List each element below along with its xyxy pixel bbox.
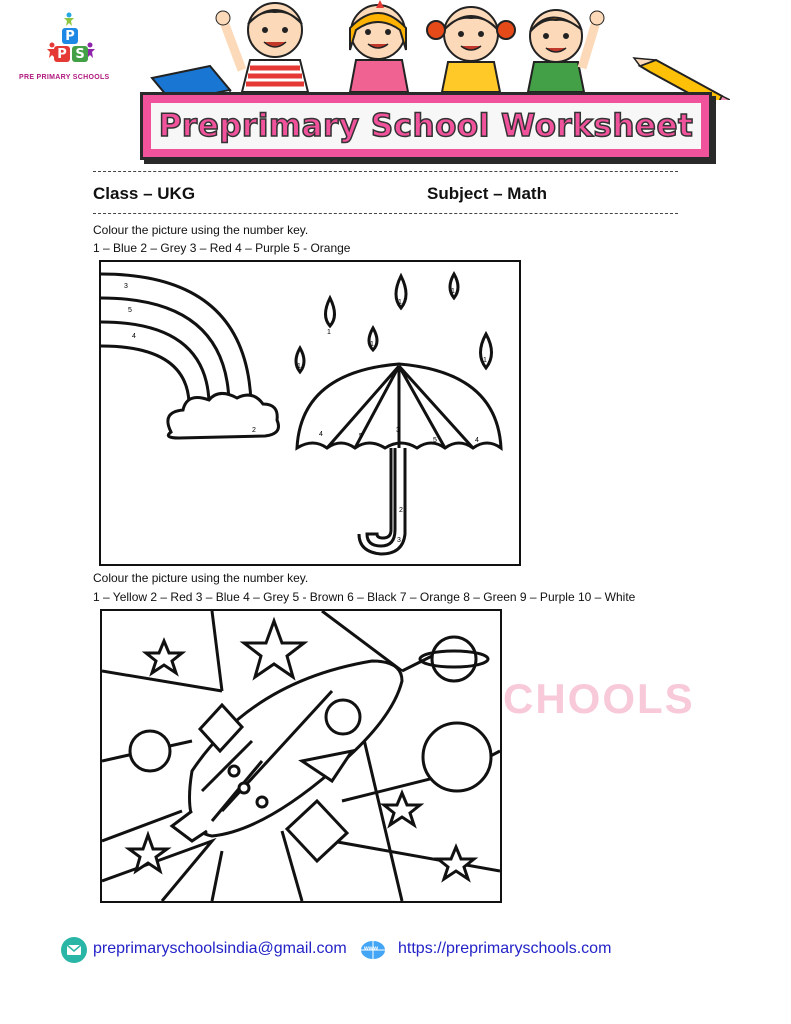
umbrella-number: 5 bbox=[433, 437, 437, 444]
rocket-shape bbox=[172, 661, 402, 861]
umbrella-number: 4 bbox=[475, 437, 479, 444]
rainbow-number: 5 bbox=[128, 307, 132, 314]
www-label: www bbox=[364, 946, 379, 952]
umbrella-number: 5 bbox=[359, 433, 363, 440]
logo-name: PRE PRIMARY SCHOOLS bbox=[19, 74, 110, 81]
divider bbox=[93, 213, 678, 214]
worksheet-title: Preprimary School Worksheet bbox=[158, 108, 694, 144]
umbrella-shape bbox=[297, 364, 501, 554]
umbrella-number: 3 bbox=[397, 537, 401, 544]
rainbow-number: 4 bbox=[132, 333, 136, 340]
drop-number: 1 bbox=[370, 341, 374, 348]
rainbow-umbrella-picture bbox=[99, 260, 521, 566]
space-picture bbox=[100, 609, 502, 903]
divider bbox=[93, 171, 678, 172]
subject-label: Subject – Math bbox=[427, 184, 547, 203]
girl-red-hair-figure bbox=[427, 7, 515, 92]
drop-number: 1 bbox=[398, 299, 402, 306]
kids-illustration bbox=[150, 0, 730, 100]
email-icon bbox=[60, 936, 88, 964]
logo-letter: P bbox=[54, 46, 70, 62]
boy-blonde-figure bbox=[528, 10, 604, 92]
color-key-1: 1 – Blue 2 – Grey 3 – Red 4 – Purple 5 - Orange bbox=[93, 241, 351, 255]
cloud-number: 2 bbox=[252, 427, 256, 434]
star-shape bbox=[438, 847, 474, 879]
site-logo bbox=[19, 12, 130, 92]
instruction-2: Colour the picture using the number key. bbox=[93, 571, 309, 585]
watermark: CHOOLS bbox=[503, 675, 695, 722]
umbrella-number: 2 bbox=[399, 507, 403, 514]
star-shape bbox=[146, 641, 182, 673]
title-banner bbox=[140, 92, 712, 160]
drop-number: 1 bbox=[297, 363, 301, 370]
star-shape bbox=[244, 621, 304, 677]
email-link[interactable]: preprimaryschoolsindia@gmail.com bbox=[93, 940, 347, 957]
instruction-1: Colour the picture using the number key. bbox=[93, 223, 309, 237]
rainbow-number: 3 bbox=[124, 283, 128, 290]
drop-number: 1 bbox=[451, 288, 455, 295]
boy-figure bbox=[216, 3, 308, 92]
girl-figure bbox=[350, 0, 408, 92]
drop-number: 1 bbox=[327, 329, 331, 336]
star-shape bbox=[384, 793, 420, 825]
logo-letter: P bbox=[62, 28, 78, 44]
drop-number: 1 bbox=[483, 357, 487, 364]
umbrella-number: 4 bbox=[319, 431, 323, 438]
website-link[interactable]: https://preprimaryschools.com bbox=[398, 940, 612, 957]
cloud-shape bbox=[168, 393, 279, 438]
logo-letter: S bbox=[72, 46, 88, 62]
class-label: Class – UKG bbox=[93, 184, 196, 203]
umbrella-number: 3 bbox=[396, 427, 400, 434]
logo-figure-icon bbox=[62, 12, 76, 26]
color-key-2: 1 – Yellow 2 – Red 3 – Blue 4 – Grey 5 - Brown 6 – Black 7 – Orange 8 – Green 9 – Purple 10 – White bbox=[93, 590, 636, 604]
